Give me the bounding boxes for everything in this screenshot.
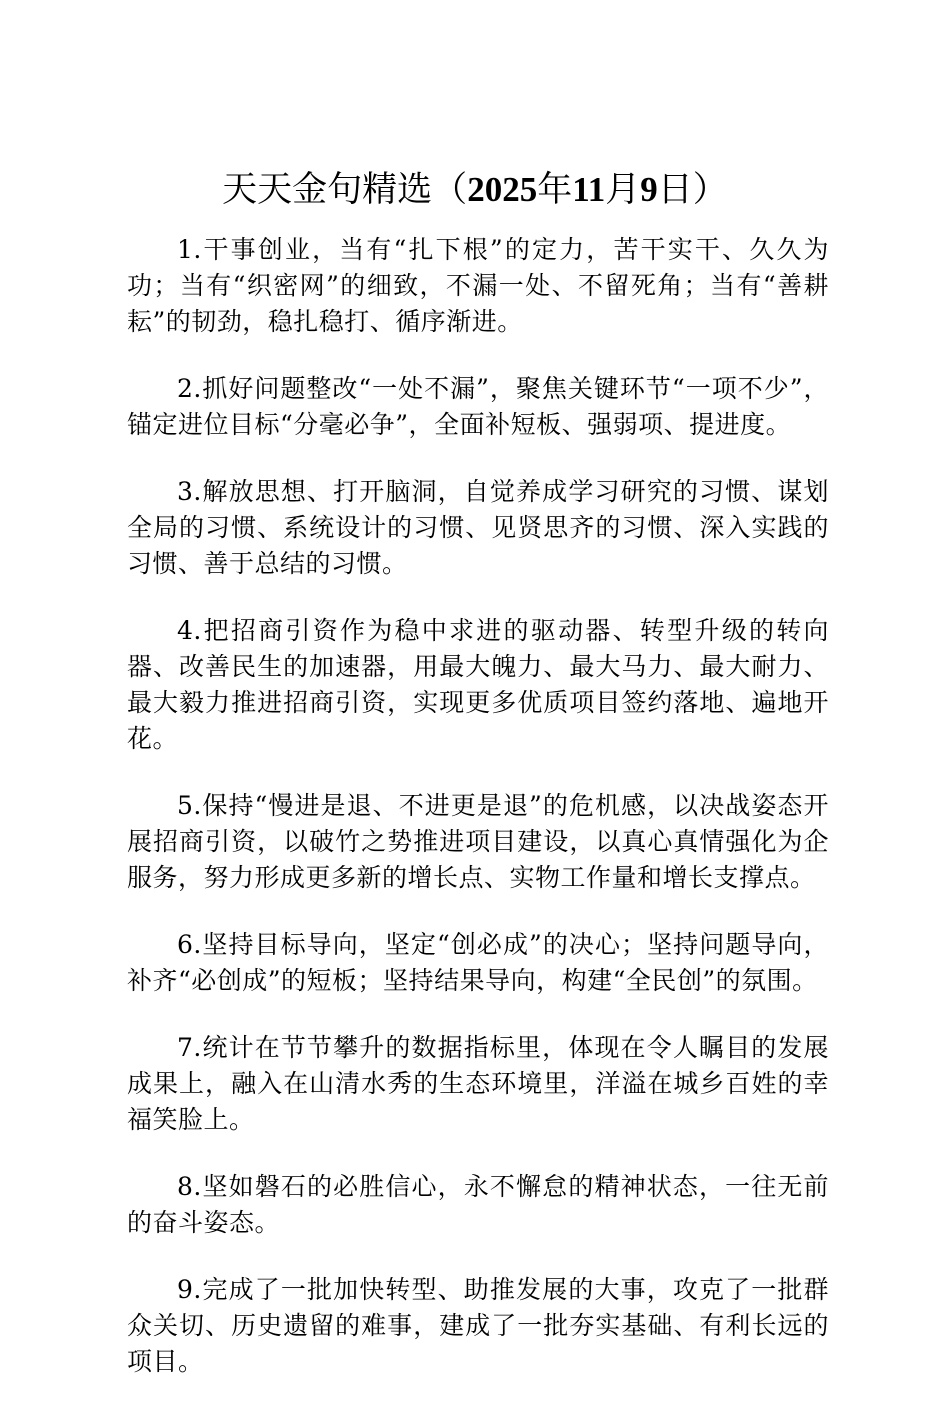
title-prefix: 天天金句精选（ [222, 170, 468, 210]
quote-item-4: 4.把招商引资作为稳中求进的驱动器、转型升级的转向器、改善民生的加速器，用最大魄力、最大马力、最大耐力、最大毅力推进招商引资，实现更多优质项目签约落地、遍地开花。 [127, 616, 829, 753]
title-year: 2025 [467, 170, 538, 209]
page-title [0, 168, 950, 212]
title-year-unit: 年 [537, 170, 573, 210]
title-day-unit: 日） [657, 170, 728, 210]
quote-item-7: 7.统计在节节攀升的数据指标里，体现在令人瞩目的发展成果上，融入在山清水秀的生态环境里，洋溢在城乡百姓的幸福笑脸上。 [127, 1033, 829, 1134]
quote-list [127, 232, 829, 1411]
title-month: 11 [572, 170, 606, 209]
quote-item-8: 8.坚如磐石的必胜信心，永不懈怠的精神状态，一往无前的奋斗姿态。 [127, 1172, 829, 1237]
quote-item-9: 9.完成了一批加快转型、助推发展的大事，攻克了一批群众关切、历史遗留的难事，建成了一批夯实基础、有利长远的项目。 [127, 1275, 829, 1376]
quote-item-5: 5.保持“慢进是退、不进更是退”的危机感，以决战姿态开展招商引资，以破竹之势推进项目建设，以真心真情强化为企服务，努力形成更多新的增长点、实物工作量和增长支撑点。 [127, 791, 829, 892]
quote-item-1: 1.干事创业，当有“扎下根”的定力，苦干实干、久久为功；当有“织密网”的细致，不漏一处、不留死角；当有“善耕耘”的韧劲，稳扎稳打、循序渐进。 [127, 235, 829, 336]
title-month-unit: 月 [605, 170, 641, 210]
quote-item-6: 6.坚持目标导向，坚定“创必成”的决心；坚持问题导向，补齐“必创成”的短板；坚持结果导向，构建“全民创”的氛围。 [127, 930, 829, 995]
quote-item-2: 2.抓好问题整改“一处不漏”，聚焦关键环节“一项不少”，锚定进位目标“分毫必争”，全面补短板、强弱项、提进度。 [127, 374, 829, 439]
quote-item-3: 3.解放思想、打开脑洞，自觉养成学习研究的习惯、谋划全局的习惯、系统设计的习惯、见贤思齐的习惯、深入实践的习惯、善于总结的习惯。 [127, 477, 829, 578]
title-day: 9 [640, 170, 658, 209]
